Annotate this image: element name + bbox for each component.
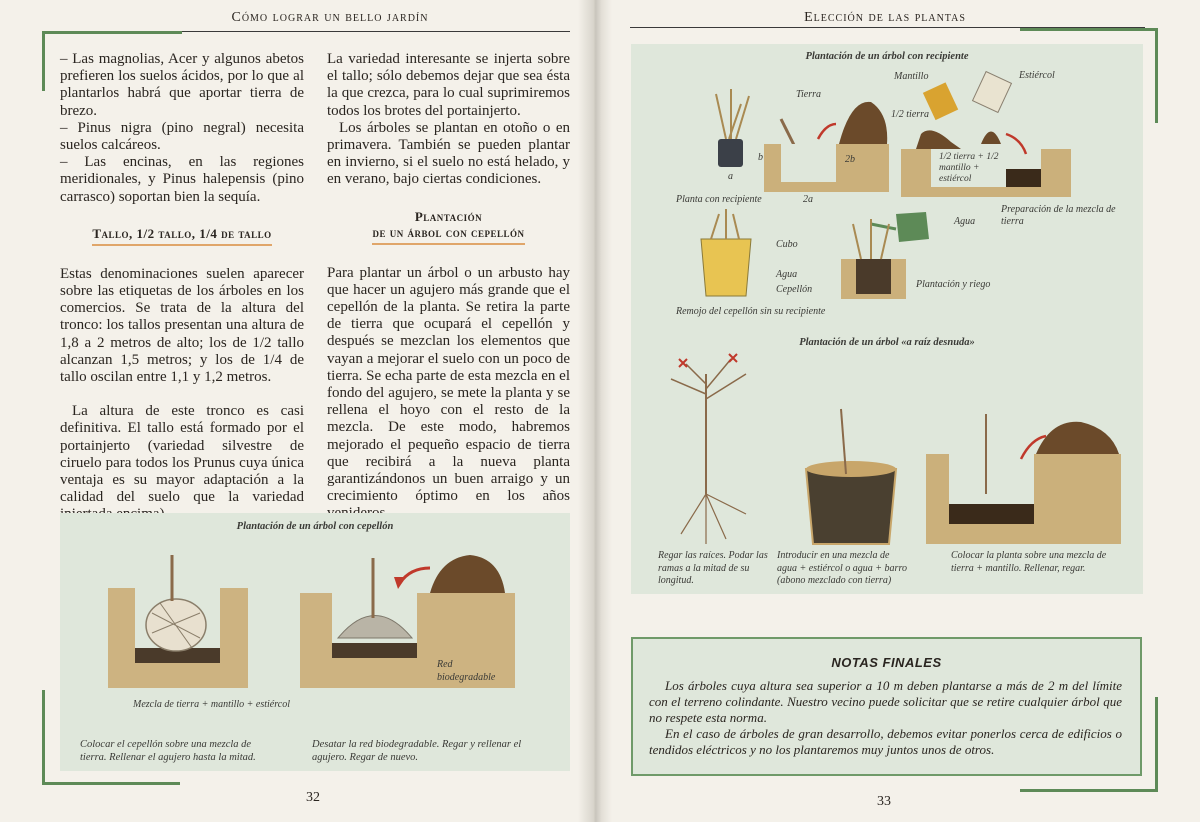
label-2a: 2a	[803, 194, 813, 205]
caption-riego: Plantación y riego	[916, 279, 991, 290]
text-paragraph: Para plantar un árbol o un arbusto hay que hacer un agujero más grande que el cepellón de la planta. Se retira la parte de tierra que ocupará el cepellón y después se mezclan los elementos que vayan a mejorar el suelo con un poco de tierra. Se echa parte de esta mezcla en el fondo del agujero, se mete la planta y se rellena el hoyo con el resto de la mezcla. De este modo, habremos mejorado el pequeño espacio de tierra que recibirá a la nueva planta garantizándonos un buen arraigo y un crecimiento óptimo en los años	[327, 264, 570, 505]
label-b: b	[758, 152, 763, 163]
page-number-left: 32	[306, 790, 320, 805]
label-mix: 1/2 tierra + 1/2 mantillo + estiércol	[939, 152, 999, 184]
label-cubo: Cubo	[776, 239, 798, 250]
right-green-corner-bottom-h	[1020, 789, 1158, 792]
figure-caption-1: Colocar el cepellón sobre una mezcla de tierra. Rellenar el agujero hasta la mitad.	[80, 739, 256, 763]
figure-panel-plantacion	[631, 44, 1143, 594]
label-mezcla: Mezcla de tierra + mantillo + estiércol	[133, 699, 290, 710]
notes-title: NOTAS FINALES	[831, 655, 942, 670]
soil-hole-illustration	[764, 102, 889, 192]
page-number-right: 33	[877, 794, 891, 809]
soil-hole-illustration	[926, 414, 1121, 544]
text-paragraph: Estas denominaciones suelen aparecer sobre las etiquetas de los árboles en los comercios. Se trata de la altura del tronco: los tallos presentan una altura de 1,8 a 2 metros de alto; los de 1/2 tallo alcanzan 1,5 metros; y los de 1/4 de tallo oscilan entre 1,1 y 1,2 metros.	[60, 265, 304, 386]
label-red-biodegradable: Red biodegradable	[437, 659, 496, 683]
notes-box	[631, 637, 1142, 776]
notes-paragraph-1: Los árboles cuya altura sea superior a 10 m deben plantarse a más de 2 m del límite con el terreno colindante. Nuestro vecino puede solicitar que se retire cualquier árbol que no respete esta norma.	[649, 678, 1122, 725]
cepellon-illustration	[60, 513, 570, 771]
section-heading-line2: de un árbol con cepellón	[372, 225, 524, 245]
right-running-header: Elección de las plantas	[804, 10, 966, 25]
notes-paragraph-2: En el caso de árboles de gran desarrollo, debemos evitar ponerlos cerca de edificios o tendidos eléctricos y no los plantaremos muy juntos unos de otros.	[649, 726, 1122, 757]
label-cepellon: Cepellón	[776, 284, 813, 295]
right-green-corner-top-h	[1020, 28, 1158, 31]
mud-bucket-drawing	[806, 409, 896, 544]
label-half-tierra: 1/2 tierra	[891, 109, 930, 120]
left-green-corner-top-h	[42, 31, 182, 34]
left-column-1	[60, 51, 304, 524]
left-running-header: Cómo lograr un bello jardín	[231, 10, 429, 25]
fig2-caption-2: Introducir en una mezcla de agua + estiércol o agua + barro (abono mezclado con tierra)	[777, 550, 907, 586]
figure-title-raiz: Plantación de un árbol «a raíz desnuda»	[799, 337, 975, 348]
figure-caption-2: Desatar la red biodegradable. Regar y rellenar el agujero. Regar de nuevo.	[312, 739, 522, 763]
label-2b: 2b	[845, 154, 855, 165]
right-green-corner-bottom	[1155, 697, 1158, 792]
label-estiercol: Estiércol	[1019, 70, 1055, 81]
text-paragraph: La variedad interesante se injerta sobre el tallo; sólo debemos dejar que sea ésta la que crezca, para lo cual suprimiremos todos los brotes del portainjerto.	[327, 51, 570, 119]
label-agua-2: Agua	[954, 216, 976, 227]
left-column-2	[327, 51, 570, 523]
figure-title-recipiente: Plantación de un árbol con recipiente	[805, 51, 969, 62]
text-paragraph: – Las encinas, en las regiones meridionales, y Pinus halepensis (pino carrasco) soportan bien la sequía.	[60, 154, 304, 205]
label-a: a	[728, 171, 733, 182]
left-green-corner-bottom	[42, 690, 45, 785]
section-heading-tallo: Tallo, 1/2 tallo, 1/4 de tallo	[92, 226, 271, 246]
label-agua: Agua	[776, 269, 798, 280]
potted-plant	[716, 89, 749, 167]
fig2-caption-1: Regar las raíces. Podar las ramas a la mitad de su longitud.	[658, 550, 768, 586]
caption-plant: Planta con recipiente	[676, 194, 762, 205]
text-paragraph: Los árboles se plantan en otoño o en primavera. También se pueden plantar en invierno, si el suelo no está helado, y en verano, bajo ciertas condiciones.	[327, 119, 570, 188]
soil-hole-illustration	[108, 555, 248, 688]
figure-panel-cepellon	[60, 513, 570, 771]
left-green-corner-bottom-h	[42, 782, 180, 785]
caption-remojo: Remojo del cepellón sin su recipiente	[676, 306, 826, 317]
label-mantillo: Mantillo	[894, 71, 929, 82]
plantacion-illustration	[631, 44, 1143, 594]
bare-root-tree	[671, 354, 746, 544]
right-green-corner-top	[1155, 28, 1158, 123]
text-paragraph: – Pinus nigra (pino negral) necesita suelos calcáreos.	[60, 119, 304, 154]
fig2-caption-3: Colocar la planta sobre una mezcla de tierra + mantillo. Rellenar, regar.	[951, 550, 1107, 574]
left-green-corner-top	[42, 31, 45, 91]
text-paragraph: La altura de este tronco es casi definitiva. El tallo está formado por el portainjerto (variedad silvestre de ciruelo para todos los Prunus cuya única ventaja es su mayor adaptación a la calidad del suelo que la variedad	[60, 403, 304, 506]
bucket-drawing	[701, 209, 751, 296]
label-tierra: Tierra	[796, 89, 822, 100]
book-gutter	[578, 0, 612, 822]
text-paragraph: – Las magnolias, Acer y algunos abetos prefieren los suelos ácidos, por lo que al plantarlos habrá que aportar tierra de brezo.	[60, 51, 304, 119]
section-heading-line1: Plantación	[414, 208, 483, 224]
figure-title: Plantación de un árbol con cepellón	[236, 521, 394, 532]
caption-prep: Preparación de la mezcla de tierra	[1001, 204, 1116, 227]
